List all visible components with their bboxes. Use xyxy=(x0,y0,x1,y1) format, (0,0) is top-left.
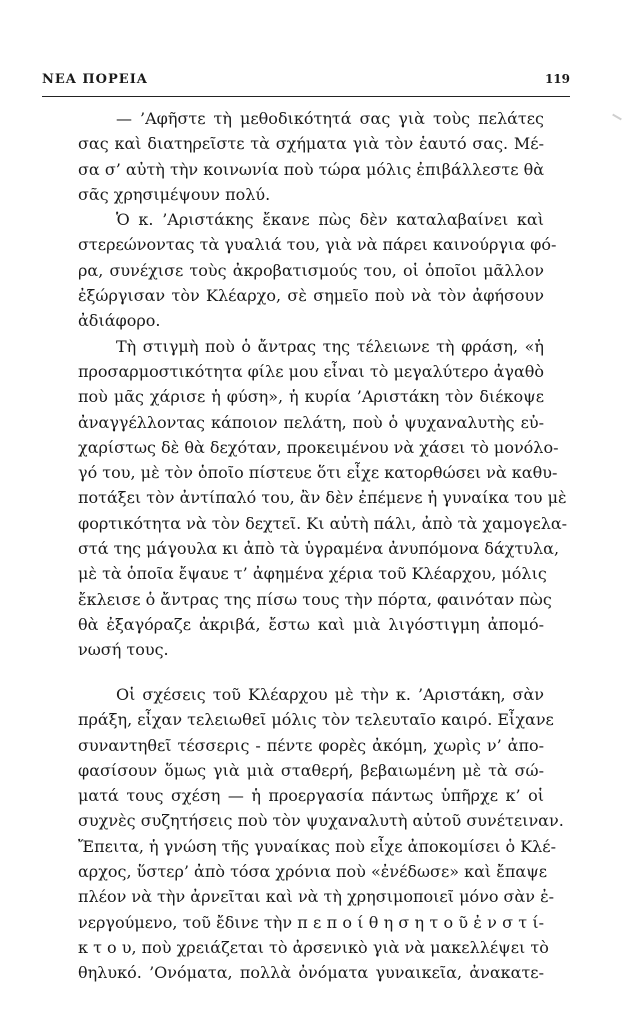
text-line: Τὴ στιγμὴ ποὺ ὁ ἄντρας της τέλειωνε τὴ φράση, «ἡ xyxy=(116,336,544,356)
text-line: νεργούμενο, τοῦ ἔδινε τὴν π ε π ο ί θ η σ η τ ο ῦ ἐ ν σ τ ί- xyxy=(78,912,544,932)
text-line: Οἱ σχέσεις τοῦ Κλέαρχου μὲ τὴν κ. ’Αριστάκη, σὰν xyxy=(116,685,544,704)
text-line: κ τ ο υ, ποὺ χρειάζεται τὸ ἀρσενικὸ γιὰ νὰ μακελλέψει τὸ xyxy=(78,937,549,957)
text-line: σας καὶ διατηρεῖστε τὰ σχήματα γιὰ τὸν ἑαυτό σας. Μέ- xyxy=(78,134,544,154)
text-line: — ’Αφῆστε τὴ μεθοδικότητά σας γιὰ τοὺς πελάτες xyxy=(116,109,544,128)
text-line: νωσή τους. xyxy=(78,640,169,660)
text-block-upper xyxy=(78,106,568,663)
header-rule xyxy=(42,96,570,97)
text-line: φασίσουν ὅμως γιὰ μιὰ σταθερή, βεβαιωμένη μὲ τὰ σώ- xyxy=(78,760,544,780)
text-line: πλέον νὰ τὴν ἀρνεῖται καὶ νὰ τὴ χρησιμοποιεῖ μόνο σὰν ἐ- xyxy=(78,887,555,907)
page-header xyxy=(42,72,570,92)
text-line: ποὺ μᾶς χάρισε ἡ φύση», ἡ κυρία ’Αριστάκη τὸν διέκοψε xyxy=(78,387,544,407)
running-title: ΝΕΑ ΠΟΡΕΙΑ xyxy=(42,72,148,87)
paragraph-3 xyxy=(78,334,568,663)
text-line: ἀδιάφορο. xyxy=(78,311,161,331)
text-line: σα σ’ αὐτὴ τὴν κοινωνία ποὺ τώρα μόλις ἐπιβάλλεστε θὰ xyxy=(78,159,545,179)
text-line: σᾶς χρησιμέψουν πολύ. xyxy=(78,184,271,204)
text-line: ματά τους σχέση — ἡ προεργασία πάντως ὑπῆρχε κ’ οἱ xyxy=(78,786,544,806)
page-edge-mark xyxy=(612,114,622,121)
text-line: ἔκλεισε ὁ ἄντρας της πίσω τους τὴν πόρτα, φαινόταν πὼς xyxy=(78,589,552,609)
text-block-lower xyxy=(78,682,564,986)
text-line: συχνὲς συζητήσεις ποὺ τὸν ψυχαναλυτὴ αὐτοῦ συνέτειναν. xyxy=(78,811,564,831)
text-line: μὲ τὰ ὁποῖα ἔψαυε τ’ ἀφημένα χέρια τοῦ Κλέαρχου, μόλις xyxy=(78,564,547,584)
text-line: στερεώνοντας τὰ γυαλιά του, γιὰ νὰ πάρει καινούργια φό- xyxy=(78,235,557,255)
paragraph-2 xyxy=(78,207,557,333)
text-line: γό του, μὲ τὸν ὁποῖο πίστευε ὅτι εἶχε κατορθώσει νὰ καθυ- xyxy=(78,463,558,483)
text-line: θηλυκό. ’Ονόματα, πολλὰ ὀνόματα γυναικεῖα, ἀνακατε- xyxy=(78,963,544,983)
text-line: αρχος, ὕστερ’ ἀπὸ τόσα χρόνια ποὺ «ἐνέδωσε» καὶ ἔπαψε xyxy=(78,862,548,882)
text-line: συναντηθεῖ τέσσερις - πέντε φορὲς ἀκόμη, χωρὶς ν’ ἀπο- xyxy=(78,735,544,755)
text-line: Ἔπειτα, ἡ γνώση τῆς γυναίκας ποὺ εἶχε ἀποκομίσει ὁ Κλέ- xyxy=(78,836,556,856)
page-number: 119 xyxy=(544,72,570,86)
text-line: ποτάξει τὸν ἀντίπαλό του, ἂν δὲν ἐπέμενε ἡ γυναίκα του μὲ xyxy=(78,488,567,508)
text-line: Ὁ κ. ’Αριστάκης ἔκανε πὼς δὲν καταλαβαίνει καὶ xyxy=(116,210,544,230)
text-line: προσαρμοστικότητα φίλε μου εἶναι τὸ μεγαλύτερο ἀγαθὸ xyxy=(78,361,545,381)
text-line: ρα, συνέχισε τοὺς ἀκροβατισμούς του, οἱ ὁποῖοι μᾶλλον xyxy=(78,260,544,280)
text-line: χαρίστως δὲ θὰ δεχόταν, προκειμένου νὰ χάσει τὸ μονόλο- xyxy=(78,437,559,457)
paragraph-1 xyxy=(78,106,544,207)
text-line: ἀναγγέλλοντας κάποιον πελάτη, ποὺ ὁ ψυχαναλυτὴς εὐ- xyxy=(78,412,544,432)
text-line: στά της μάγουλα κι ἀπὸ τὰ ὑγραμένα ἀνυπόμονα δάχτυλα, xyxy=(78,539,560,559)
paragraph-4 xyxy=(78,682,564,986)
text-line: ἐξώργισαν τὸν Κλέαρχο, σὲ σημεῖο ποὺ νὰ τὸν ἀφήσουν xyxy=(78,286,544,306)
text-line: θὰ ἐξαγόραζε ἀκριβά, ἔστω καὶ μιὰ λιγόστιγμη ἀπομό- xyxy=(78,614,544,634)
text-line: φορτικότητα νὰ τὸν δεχτεῖ. Κι αὐτὴ πάλι, ἀπὸ τὰ χαμογελα- xyxy=(78,513,568,533)
text-line: πράξη, εἶχαν τελειωθεῖ μόλις τὸν τελευταῖο καιρό. Εἶχανε xyxy=(78,710,554,730)
